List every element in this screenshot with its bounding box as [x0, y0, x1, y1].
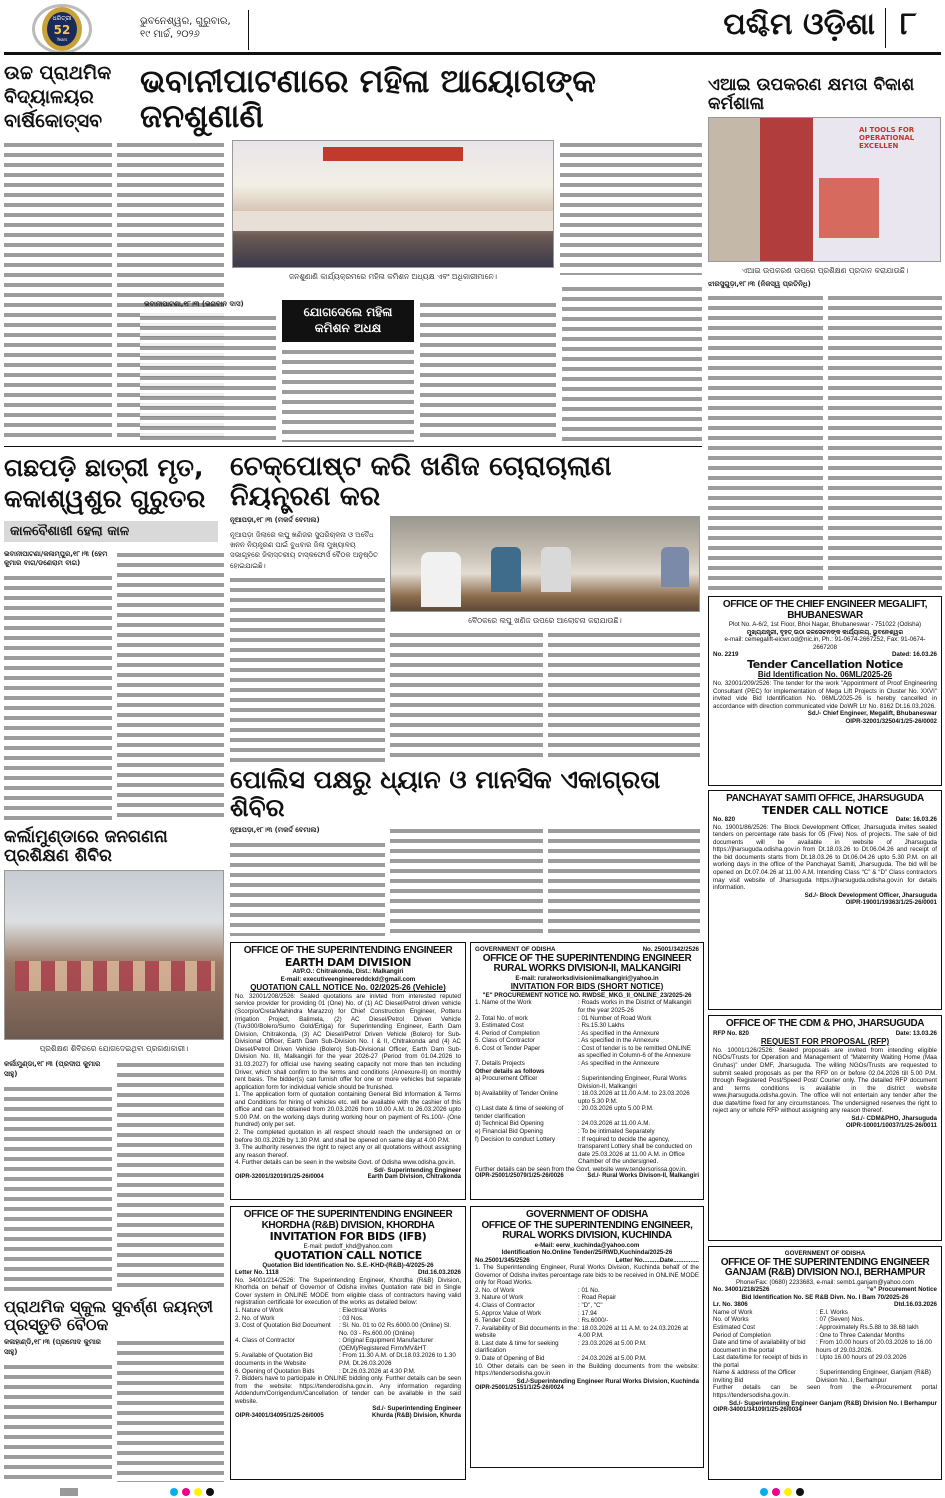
ad-detail-row	[713, 1354, 937, 1369]
article-body-text	[140, 313, 276, 442]
ad-text: 5. Class of Contractor	[475, 1037, 535, 1045]
ad-text: No. 34001/218/2526	[713, 1286, 770, 1294]
article-body-text	[548, 630, 701, 762]
ad-heading: INVITATION FOR BIDS (IFB)	[269, 1230, 427, 1243]
ad-text: OIPR-34001/34095/1/25-26/0005	[235, 1412, 324, 1419]
ad-detail-row	[235, 1352, 461, 1367]
ad-text: 4. Period of Completion	[475, 1029, 540, 1037]
ad-title: KHORDHA (R&B) DIVISION, KHORDHA	[261, 1219, 435, 1231]
ad-text: Name & address of the Officer Inviting Bid	[713, 1369, 797, 1384]
photo-ai-workshop	[708, 117, 941, 262]
story-golden-jubilee	[4, 1298, 224, 1482]
ad-heading: QUOTATION CALL NOTICE	[274, 1249, 422, 1263]
ad-reference	[235, 1174, 461, 1181]
ad-subheading: REQUEST FOR PROPOSAL (RFP)	[760, 1037, 890, 1047]
story-police-camp	[230, 766, 700, 936]
ad-cdm-rfp	[708, 1015, 942, 1241]
ad-ganjam-procurement	[708, 1246, 942, 1480]
ad-text: : As specified in the Annexure	[578, 1029, 660, 1037]
ad-text: : 24.03.2026 at 5.00 P.M.	[578, 1354, 647, 1362]
headline-checkpost: ଚେକ୍‌ପୋଷ୍ଟ କରି ଖଣିଜ ଚୋରାଚାଲାଣ ନିୟନ୍ତ୍ରଣ କର	[230, 451, 612, 512]
story-dateline: ଝାରସୁଗୁଡ଼ା,୧୮।୩ (ନିଜସ୍ୱ ପ୍ରତିନିଧି)	[708, 280, 811, 289]
ad-text: Period of Completion	[713, 1331, 771, 1339]
ad-text: Date: 16.03.26	[895, 816, 937, 824]
article-body-text	[390, 826, 543, 936]
ad-title: GOVERNMENT OF ODISHA	[525, 1209, 648, 1220]
article-body-text	[4, 573, 112, 822]
article-body-text	[282, 347, 414, 442]
article-body-text	[230, 575, 385, 762]
article-body-text	[4, 1362, 112, 1482]
story-dateline: କଳାହାଣ୍ଡି,୧୮।୩ (ପ୍ରମୋଦ କୁମାର ସାହୁ)	[4, 1338, 101, 1356]
ad-line-bold: E-mail: ruralworksdivisioniimalkangiri@yahoo.in	[515, 974, 659, 982]
ad-text: No. 2219	[713, 651, 739, 659]
ad-text: : Upto 16.00 hours of 29.03.2026	[816, 1354, 907, 1362]
ad-detail-row	[475, 1022, 699, 1030]
ad-reference	[475, 1173, 699, 1180]
print-registration-strip	[0, 1486, 945, 1498]
ad-text: No.25001/345/2526	[475, 1256, 530, 1264]
city-day: ଭୁବନେଶ୍ୱର, ଗୁରୁବାର,	[140, 16, 231, 27]
ad-text: No. of Works	[713, 1316, 749, 1324]
ad-detail-row	[235, 1322, 461, 1337]
ad-signature: Sd./- Chief Engineer, Megalift, Bhubaneswar	[807, 710, 937, 718]
ad-line: E-mail: pwdoff_khd@yahoo.com	[303, 1242, 393, 1250]
ad-detail-row	[475, 1317, 699, 1325]
ad-text: OIPR-34001/34109/1/25-26/0034	[713, 1407, 802, 1414]
ad-text: : As specified in the Annexure	[578, 1037, 660, 1045]
ad-text: Name of Work	[713, 1308, 753, 1316]
ad-text: 4. Class of Contractor	[235, 1337, 295, 1345]
ad-line-bold: ମୁଖ୍ୟଯନ୍ତ୍ରୀ, ବୃହତ୍ ଉଠା ଜଳସେଚନଙ୍କ କାର୍ଯ୍ୟାଳୟ, ଭୁବନେଶ୍ୱର	[746, 628, 904, 636]
ad-text: : 18.03.2026 at 11 A.M. to 24.03.2026 at 4.00 P.M.	[578, 1324, 688, 1340]
ad-meta-row	[235, 1269, 461, 1277]
article-body-text	[390, 630, 543, 762]
ad-signature: OIPR-32001/32504/1/25-26/0002	[845, 717, 937, 725]
ad-title: OFFICE OF THE SUPERINTENDING ENGINEER	[243, 945, 453, 956]
ad-text: 9. Date of Opening of Bid	[475, 1354, 545, 1362]
headline-police-camp: ପୋଲିସ ପକ୍ଷରୁ ଧ୍ୟାନ ଓ ମାନସିକ ଏକାଗ୍ରତା ଶିବିର	[230, 765, 661, 822]
ad-paragraph: 7. Bidders have to participate in ONLINE bidding only. Further details can be seen from the website: https://tenderodisha.gov.in. Any information regarding Addendum/Corrigendum/Cancellation of tender can be available in the said website.	[235, 1375, 461, 1405]
story-dateline: ନୂଆପଡ଼ା,୧୮।୩ (ମକର୍ଦ୍ଦ ବେମାଲ)	[230, 516, 320, 525]
ad-earth-dam-quotation	[230, 942, 466, 1200]
ad-text: f) Decision to conduct Lottery	[475, 1135, 556, 1143]
article-body-text	[560, 140, 702, 275]
ad-meta-row	[475, 1257, 699, 1265]
ad-text: Dtd.16.03.2026	[894, 1301, 937, 1309]
ad-detail-row	[235, 1315, 461, 1323]
ad-detail-row	[713, 1316, 937, 1324]
date: ୧୯ ମାର୍ଚ୍ଚ, ୨୦୨୬	[140, 29, 200, 40]
ad-text: RFP No. 820	[713, 1029, 749, 1037]
ad-text: : Roads works in the District of Malkangiri for the year 2025-26	[578, 999, 692, 1014]
ad-text: : Sl. No. 01 to 02 Rs.6000.00 (Online) Sl. No. 03 - Rs.600.00 (Online)	[338, 1322, 452, 1337]
ad-detail-row	[475, 1302, 699, 1310]
highlight-box-text: ଯୋଗଦେଲେ ମହିଳା କମିଶନ ଅଧକ୍ଷ	[303, 305, 393, 335]
ad-line-bold: GOVERNMENT OF ODISHA	[784, 1250, 866, 1257]
ad-text: Estimated Cost	[713, 1323, 755, 1331]
ad-paragraph: 10. Other details can be seen in the Building documents from the website: https://tendersodisha.gov.in	[475, 1362, 699, 1378]
ad-paragraph: Further details can be seen from the e-Procurement portal https://tendersodisha.gov.in.	[713, 1384, 937, 1399]
ad-detail-row	[713, 1369, 937, 1384]
ad-paragraph: 2. The completed quotation in all respect should reach the undersigned on or before 30.03.2026 by 1.30 P.M. and shall be opened on same day at 4.00 P.M.	[235, 1129, 461, 1144]
ad-text: : To be intimated Separately	[578, 1128, 655, 1135]
ad-text: : 24.03.2026 at 11.00 A.M.	[578, 1120, 651, 1128]
ad-title: OFFICE OF THE SUPERINTENDING ENGINEER	[243, 1209, 453, 1220]
ad-text: 6. Cost ot Tender Paper	[475, 1044, 541, 1052]
ad-text: : 01 No.	[578, 1286, 600, 1294]
ad-text: No. 25001/342/2526	[642, 946, 699, 953]
ad-text: : Road Repair	[578, 1294, 617, 1302]
logo-sub: Years	[56, 37, 68, 42]
ad-panchayat-tender-call	[708, 790, 942, 1010]
ad-text: : Rs.15.30 Lakhs	[578, 1022, 625, 1030]
ad-text: : 20.03.2026 upto 5.00 P.M.	[578, 1105, 654, 1113]
story-dateline: ନୂଆପଡ଼ା,୧୮।୩ (ମକର୍ଦ୍ଦ ବେମାଲ)	[230, 826, 320, 834]
ad-text: : If required to decide the agency, transparent Lottery shall be conducted on date 25.03.2026 at 11.00 A.M. in Office Chamber of the undersigned.	[578, 1135, 692, 1166]
ad-text: Date: 13.03.26	[895, 1029, 937, 1037]
ad-text: : 03 Nos.	[338, 1314, 364, 1322]
story-women-commission-body	[140, 140, 702, 442]
ad-text: Letter No..........Date...............	[615, 1256, 699, 1264]
ad-line-bold: Quotation Bid Identification No. S.E.-KHD-(R&B)-4/2025-26	[262, 1261, 434, 1269]
ad-line-bold: "E" PROCUREMENT NOTICE NO. RWDSE_MKG_II_ONLINE_23/2025-26	[482, 991, 692, 999]
ad-detail-row	[713, 1332, 937, 1340]
divider	[885, 8, 886, 48]
ad-text: : "D", "C"	[578, 1302, 603, 1309]
ad-paragraph: Further details can be seen from the Govt. website www.tendersorissa.gov.in.	[475, 1165, 687, 1173]
story-census	[4, 828, 224, 1292]
ad-meta-row	[713, 1301, 937, 1309]
ad-line-bold: At/P.O.: Chitrakonda, Dist.: Malkangiri	[292, 968, 404, 976]
ad-detail-row	[475, 1037, 699, 1045]
ad-paragraph: 4. Further details can be seen in the website Govt. of Odisha www.odisha.gov.in.	[235, 1159, 456, 1167]
article-body-text	[708, 293, 823, 590]
ad-detail-row	[475, 1128, 699, 1136]
ad-text: 5. Approx Value of Work	[475, 1309, 542, 1317]
ad-text: : Approximately Rs.5.88 to 38.68 lakh	[816, 1323, 919, 1331]
ad-paragraph: No. 19001/86/2526: The Block Development Officer, Jharsuguda invites sealed tenders on percentage rate basis for 05 (Five) Nos. of projects. The sale of bid documents will be available in website of Jharsuguda https://jharsuguda.odisha.gov.in from Dt.18.03.26 to Dt.06.04.26 and receipt of the bid documents starts from Dt.18.03.26 to Dt.06.04.26 upto 5.30 P.M. on all working days in the office of the Panchayat Samiti, Jharsuguda. The bid will be opened on Dt.07.04.26 at 11.00 A.M. Intending Class “C” & “D” Class contractors may visit website of Jharsuguda https://jharsuguda.odisha.gov.in for details information.	[713, 823, 937, 892]
ad-text: 3. Cost of Quotation Bid Document	[235, 1322, 331, 1330]
ad-text: 6. Tender Cost	[475, 1317, 516, 1325]
highlight-box	[282, 300, 414, 341]
ad-text: 2. No. of Work	[235, 1314, 275, 1322]
article-lead: ନୂଆପଡ଼ା ଜିଲାରେ ଲଘୁ ଖଣିଜର ସୁପରିଚାଳନା ଓ ଅବୈଧ ଖନନ ନିୟନ୍ତ୍ରଣ ପାଇଁ ବୁଧବାର ଜିଲା ମୁଖ୍ୟାଳୟ ସଭାଗୃହରେ ଜିଲାସ୍ତରୀୟ ଟାସ୍କଫୋର୍ସ ବୈଠକ ଅନୁଷ୍ଠିତ ହୋଇଯାଇଛି।	[230, 531, 378, 570]
ad-heading: TENDER CALL NOTICE	[761, 803, 889, 817]
photo-caption: ଏଆଇ ଉପକରଣ ଉପରେ ପ୍ରଶିକ୍ଷଣ ପ୍ରଦାନ କରାଯାଉଛି।	[741, 266, 909, 276]
ad-text: OIPR-32001/32019/1/25-26/0004	[235, 1174, 324, 1181]
article-body-text	[420, 300, 556, 442]
ad-line-bold: E-mail: executiveengineereddckd@gmail.com	[280, 975, 416, 983]
ad-title: PANCHAYAT SAMITI OFFICE, JHARSUGUDA	[726, 793, 924, 804]
ad-detail-row	[475, 1075, 699, 1090]
ad-text: b) Availability of Tender Online	[475, 1090, 559, 1098]
section-rule	[4, 446, 702, 447]
ad-line-bold: e-Mail: eerw_kuchinda@yahoo.com	[534, 1241, 640, 1249]
ad-detail-row	[235, 1368, 461, 1376]
ad-text: : Dt.26.03.2026 at 4.30 P.M.	[338, 1367, 416, 1375]
ad-signature: Sd./- Superintending Engineer	[372, 1405, 461, 1413]
ad-text: : 17.94	[578, 1309, 597, 1317]
ad-text: a) Procurement Officer	[475, 1075, 538, 1083]
ad-detail-row	[235, 1307, 461, 1315]
ad-line: Plot No. A-6/2, 1st Floor, Bhoi Nagar, Bhubaneswar - 751022 (Odisha)	[728, 621, 922, 628]
headline-census: କର୍ଲାମୁଣ୍ଡାରେ ଜନଗଣନା ପ୍ରଶିକ୍ଷଣ ଶିବିର	[4, 827, 168, 866]
ad-text: : Rs.6000/-	[578, 1317, 609, 1325]
ad-paragraph: 1. The Superintending Engineer, Rural Works Division, Kuchinda behalf of the Governor of Odisha invites percentage rate bids to be received in ONLINE MODE only for Road Works.	[475, 1264, 699, 1287]
ad-text: Sd./- Rural Works Divison-II, Malkangiri	[587, 1173, 699, 1180]
ad-text: : As specified in the Annexure	[578, 1059, 660, 1067]
story-dateline: କର୍ଲାମୁଣ୍ଡା,୧୮।୩ (ପ୍ରଦୀପ କୁମାର ସାହୁ)	[4, 1060, 101, 1078]
photo-women-commission	[232, 140, 554, 268]
ad-title: OFFICE OF THE CDM & PHO, JHARSUGUDA	[725, 1018, 925, 1029]
ad-text: Letter No. 1118	[235, 1269, 279, 1277]
ad-signature: Sd/- Superintending Engineer	[374, 1166, 461, 1174]
ad-signature: Sd./-Superintending Engineer Rural Works Division, Kuchinda	[516, 1377, 699, 1385]
ad-text: 8. Last date & time for seeking clarification	[475, 1339, 559, 1355]
ad-detail-row	[475, 1105, 699, 1120]
ad-text: : From 11.30 A.M. of Dt.18.03.2026 to 1.30 P.M. Dt.26.03.2026	[338, 1352, 456, 1367]
story-dateline: ଭବାନୀପାଟଣା,୧୮।୩ (ଭଗବାନ ଦାସ)	[144, 300, 244, 309]
logo-years: 52	[53, 23, 71, 37]
ad-text: : From 10.00 hours of 20.03.2026 to 16.00 hours of 29.03.2026.	[816, 1339, 932, 1354]
ad-signature: OIPR-19001/19363/1/25-26/0001	[845, 899, 937, 907]
ad-detail-row	[475, 1045, 699, 1060]
ad-subheading: QUOTATION CALL NOTICE No. 02/2025-26 (Vehicle)	[250, 983, 446, 993]
ad-text: Dated: 16.03.26	[891, 651, 937, 659]
ad-heading: EARTH DAM DIVISION	[284, 955, 412, 969]
headline-tree-fall: ଗଛପଡ଼ି ଛାତ୍ରୀ ମୃତ, କକାଶ୍ୱଶୁର ଗୁରୁତର	[4, 453, 206, 514]
photo-caption: ଜନଶୁଣାଣି କାର୍ଯ୍ୟକ୍ରମରେ ମହିଳା କମିଶନ ଅଧ୍ୟକ୍ଷ ଏବଂ ଅଧିକାରୀମାନେ।	[288, 272, 498, 282]
ad-detail-row	[475, 1287, 699, 1295]
ad-meta-row	[713, 1286, 937, 1294]
page-number: ୮	[900, 4, 917, 42]
subheadline-box	[4, 521, 218, 542]
ad-text: : Cost of tender is to be remitted ONLINE as specified in Column-6 of the Annexure	[578, 1044, 691, 1060]
ad-text: : Superintending Engineer, Ganjam (R&B) Division No. I, Berhampur	[816, 1369, 931, 1384]
photo-census	[4, 870, 224, 1040]
ad-paragraph: No. 32001/209/2526: The tender for the work "Appointment of Proof Engineering Consultant (PEC) for implementation of Mega Lift Projects in Cluster No. XXVI" invited vide Bid Identification No. 06ML/2025-26 is hereby cancelled in accordance with direction communicated vide DoWR Ltr No. 8162 Dt.16.03.2026.	[713, 680, 937, 710]
ad-meta-row	[713, 1030, 937, 1038]
ad-text: 5. Available of Quotation Bid documents in the Website	[235, 1352, 313, 1367]
ad-text: Earth Dam Division, Chitrakonda	[367, 1174, 461, 1181]
ad-text: : Superintending Engineer, Rural Works Division-II, Malkangiri	[578, 1075, 687, 1090]
ad-paragraph: 3. The authority reserves the right to reject any or all quotations without assigning any reason thereof.	[235, 1144, 461, 1159]
ad-megalift-tender-cancellation	[708, 596, 942, 786]
story-women-commission	[140, 64, 702, 442]
ad-text: Date and time of availability of bid document in the portal	[713, 1339, 806, 1354]
ad-text: “e” Procurement Notice	[866, 1286, 937, 1294]
ad-text: : Electrical Works	[338, 1307, 387, 1315]
logo	[28, 4, 96, 54]
article-body-text	[4, 140, 112, 440]
ad-detail-row	[475, 1340, 699, 1355]
ad-text: : 01 Number of Road Work	[578, 1014, 652, 1022]
ad-text: e) Financial Bid Opening	[475, 1128, 543, 1135]
article-body-text	[117, 1338, 225, 1482]
ad-kuchinda-tender	[470, 1206, 704, 1468]
ad-text: GOVERNMENT OF ODISHA	[475, 946, 556, 953]
ad-paragraph: 1. The application form of quotation containing General Bid Information & Terms and Conditions for hiring of vehicles etc. will be available with the cashier of this office and can be obtained from 20.03.2026 from 10.00 A.M. to 26.03.2026 upto 5.00 P.M. on the working days during working hour on payment of Rs.100/- (One hundred) only per set.	[235, 1091, 461, 1129]
article-body-text	[548, 826, 701, 936]
ad-text: : Original Equipment Manufacturer (OEM)/Registered Firm/MV&HT	[338, 1337, 434, 1352]
ad-text: 2. Total No. of work	[475, 1014, 528, 1022]
ad-text: 2. No. of Work	[475, 1286, 515, 1294]
article-body-text	[117, 550, 225, 823]
ad-detail-row	[475, 1136, 699, 1166]
ad-text: 3. Nature of Work	[475, 1294, 524, 1302]
ad-title: GANJAM (R&B) DIVISION NO.I, BERHAMPUR	[724, 1267, 926, 1279]
ad-line: e-mail: cemegalift-eicwr.od@nic.in, Ph.: 91-0674-2667252, Fax: 91-0674-2667208	[724, 636, 926, 651]
ad-detail-row	[475, 999, 699, 1014]
ad-line-bold: Bid Identification No. SE R&B Divn. No. I Bam 70/2025-26	[741, 1293, 909, 1301]
ad-title: OFFICE OF THE SUPERINTENDING ENGINEER	[720, 1256, 930, 1268]
ad-detail-row	[713, 1309, 937, 1317]
ad-title: OFFICE OF THE CHIEF ENGINEER MEGALIFT, BHUBANESWAR	[722, 599, 928, 621]
ad-text: c) Last date & time of seeking of tender clarification	[475, 1105, 564, 1120]
ad-signature: Sd./- Block Development Officer, Jharsuguda	[804, 891, 937, 899]
section-title: ପଶ୍ଚିମ ଓଡ଼ିଶା	[723, 7, 875, 42]
ad-text: : E.I. Works	[816, 1308, 848, 1316]
headline-school: ଉଚ୍ଚ ପ୍ରାଥମିକ ବିଦ୍ୟାଳୟର ବାର୍ଷିକୋତ୍ସବ	[4, 62, 112, 132]
ad-text: : 07 (Seven) Nos.	[816, 1316, 865, 1324]
ad-line: Phone/Fax: (0680) 2233683, e-mail: semb1.ganjam@yahoo.com	[736, 1278, 914, 1286]
ad-meta-row	[713, 816, 937, 824]
article-body-text	[230, 840, 385, 936]
ad-title: OFFICE OF THE SUPERINTENDING ENGINEER	[482, 952, 692, 964]
ad-paragraph: No. 10001/126/2526: Sealed proposals are invited from intending eligible NGOs/Trusts for Operation and Management of “Maternity Waiting Home (Maa Gruhas)” under DMF, Jharsuguda. The willing NGOs/Trusts are requested to submit sealed proposals as per the RFP on or before 02.04.2026 till 5.00 P.M. through Registered Post/Speed Post/ Courier only. The detailed RFP document and terms conditions is available in the district website www.jharsuguda.odisha.gov.in. The office will not entertain any tender after the due date/time fixed for any circumstances. The undersigned reserves the right to reject any or whole RFP without assigning any reason thereof.	[713, 1046, 937, 1115]
article-body-text	[828, 293, 943, 590]
headline-golden-jubilee: ପ୍ରାଥମିକ ସ୍କୁଲ ସୁବର୍ଣ୍ଣ ଜୟନ୍ତୀ ପ୍ରସ୍ତୁତି ବୈଠକ	[4, 1297, 214, 1334]
ad-text: : 23.03.2026 at 5.00 P.M.	[578, 1339, 647, 1347]
ad-detail-row	[475, 1355, 699, 1363]
story-dateline: ଭବାନୀପାଟଣା/କଳାମ୍ପୁର,୧୮।୩ (ହେମ କୁମାର ବାଗ/ଡଣେରାମ ବାଗ)	[4, 549, 108, 568]
ad-title: OFFICE OF THE SUPERINTENDING ENGINEER,	[481, 1219, 693, 1231]
article-body-text	[117, 1060, 225, 1292]
ad-paragraph: No. 32001/208/2526: Sealed quotations are inivted from interested reputed service provider for providing 01 (One) No. of (1) AC Diesel/Petrol driven vehicle (Scorpio/Creta/Mahindra Marazzo) for Chief Construction Engineer, Potteru Irrigation Project, Balimela, (2) AC Diesel/Petrol Driven Vehicle (Tuv300/Bolero/Sumo Gold/Ertiga) for Superintending Engineer, Earth Dam Division, Chitrakonda, (3) AC Diesel/Petrol Driven Vehicle (Bolero) for Sub-Divisional Officer, Earth Dam Sub-Division No. I & II, Chitrakonda and (4) AC Diesel/Petrol Driven Vehicle (Bolero) Sub-Divisional Officer, Earth Dam Sub-Division No. III, Malkangiri for the year 2026-27 (Period from 01.04.2026 to 31.03.2027) for official use having seating capacity not more than ten including Driver, which shall confirm to the terms and conditions (Annexure-II) on monthly rent basis. The bidder(s) can furnish offer for one or more vehicles but separate application form for individual vehicle should be frunished.	[235, 992, 461, 1091]
ad-text: OIPR-25001/25151/1/25-26/0024	[475, 1385, 564, 1392]
article-body-text	[4, 1084, 112, 1292]
photo-meeting	[390, 516, 700, 612]
ad-reference	[235, 1413, 461, 1420]
headline-women-commission: ଭବାନୀପାଟଣାରେ ମହିଳା ଆୟୋଗଙ୍କ ଜନଶୁଣାଣି	[140, 62, 596, 136]
ad-title: RURAL WORKS DIVISION-II, MALKANGIRI	[493, 963, 681, 975]
ad-reference	[475, 1385, 699, 1392]
photo-caption: ବୈଠକରେ ଲଘୁ ଖଣିଜ ଉପରେ ଆଲୋଚନା କରାଯାଉଛି।	[468, 616, 622, 626]
divider	[248, 10, 249, 50]
ad-khordha-quotation	[230, 1206, 466, 1480]
ad-detail-row	[475, 1060, 699, 1068]
headline-ai-workshop: ଏଆଇ ଉପକରଣ କ୍ଷମତା ବିକାଶ କର୍ମଶାଳା	[708, 75, 915, 114]
ad-text: 1. Name of the Work	[475, 999, 532, 1007]
logo-text: ଧରିତ୍ରୀ	[52, 15, 72, 22]
ad-signature: Sd./- Superintending Engineer Ganjam (R&B) Division No. I Berhampur	[729, 1399, 937, 1407]
story-tree-fall	[4, 452, 224, 822]
ad-text: : One to Three Calendar Months	[816, 1331, 905, 1339]
masthead-rule	[4, 52, 941, 55]
ad-text: No. 820	[713, 816, 736, 824]
ad-text: 6. Opening of Quotation Bids	[235, 1367, 315, 1375]
subheadline: କାଳବୈଶାଖୀ ହେଲା କାଳ	[10, 523, 130, 539]
ad-signature: Sd./- CDM&PHO, Jharsuguda	[851, 1114, 937, 1122]
ad-detail-row	[475, 1310, 699, 1318]
ad-label: Other details as follows	[475, 1067, 545, 1075]
ad-text: Lr. No. 3806	[713, 1301, 748, 1309]
ad-detail-row	[475, 1015, 699, 1023]
ad-text: Khurda (R&B) Division, Khurda	[371, 1412, 461, 1419]
dateline	[140, 15, 244, 41]
ad-detail-row	[475, 1030, 699, 1038]
ad-text: OIPR-25001/25079/1/25-26/0026	[475, 1173, 564, 1180]
story-checkpost	[230, 452, 700, 762]
ad-detail-row	[235, 1337, 461, 1352]
ad-text: 7. Details Projects	[475, 1059, 525, 1067]
article-body-text	[562, 284, 702, 442]
ad-text: 4. Class of Contractor	[475, 1302, 535, 1309]
ad-detail-row	[475, 1090, 699, 1105]
ad-subheading: Bid Identification No. 06ML/2025-26	[757, 670, 893, 680]
ad-text: 1. Nature of Work	[235, 1307, 284, 1315]
ad-detail-row	[475, 1294, 699, 1302]
ad-line-bold: Identification No.Online Tender/25/RWD,Kuchinda/2025-26	[501, 1249, 673, 1257]
ad-reference	[713, 1407, 937, 1414]
ad-title: RURAL WORKS DIVISION, KUCHINDA	[502, 1230, 672, 1241]
ad-paragraph: No. 34001/214/2526: The Superintending Engineer, Khordha (R&B) Division, Khorhda on behalf of Governor of Odisha invites Quotation rate bid in Single Cover system in ONLINE MODE from eligible class of contractors having valid registration certificate for execution of the works as detailed below:	[235, 1276, 461, 1307]
ad-detail-row	[713, 1324, 937, 1332]
ad-rwd-malkangiri-bids	[470, 942, 704, 1200]
ad-text: : 18.03.2026 at 11.00 A.M. to 23.03.2026 upto 5.30 P.M.	[578, 1090, 690, 1105]
photo-caption: ପ୍ରଶିକ୍ଷଣ ଶିବିରରେ ଯୋଗଦେଇଥିବା ପ୍ରଗଣାକାରୀ।	[39, 1044, 189, 1054]
ad-text: 7. Availability of Bid documents in the website	[475, 1324, 578, 1340]
ad-signature: OIPR-10001/10037/1/25-26/0011	[845, 1122, 937, 1130]
ad-detail-row	[713, 1339, 937, 1354]
story-ai-workshop	[708, 76, 942, 590]
ad-detail-row	[475, 1120, 699, 1128]
banner-text: AI TOOLS FOR OPERATIONAL EXCELLEN	[859, 126, 915, 151]
ad-text: Last date/time for receipt of bids in the portal	[713, 1354, 808, 1369]
ad-subheading: INVITATION FOR BIDS (SHORT NOTICE)	[510, 982, 664, 992]
ad-heading: Tender Cancellation Notice	[747, 657, 903, 671]
ad-detail-row	[475, 1325, 699, 1340]
ad-text: Dtd.16.03.2026	[418, 1269, 461, 1277]
ad-text: 3. Estimated Cost	[475, 1022, 524, 1030]
ad-text: d) Technical Bid Opening	[475, 1120, 544, 1128]
